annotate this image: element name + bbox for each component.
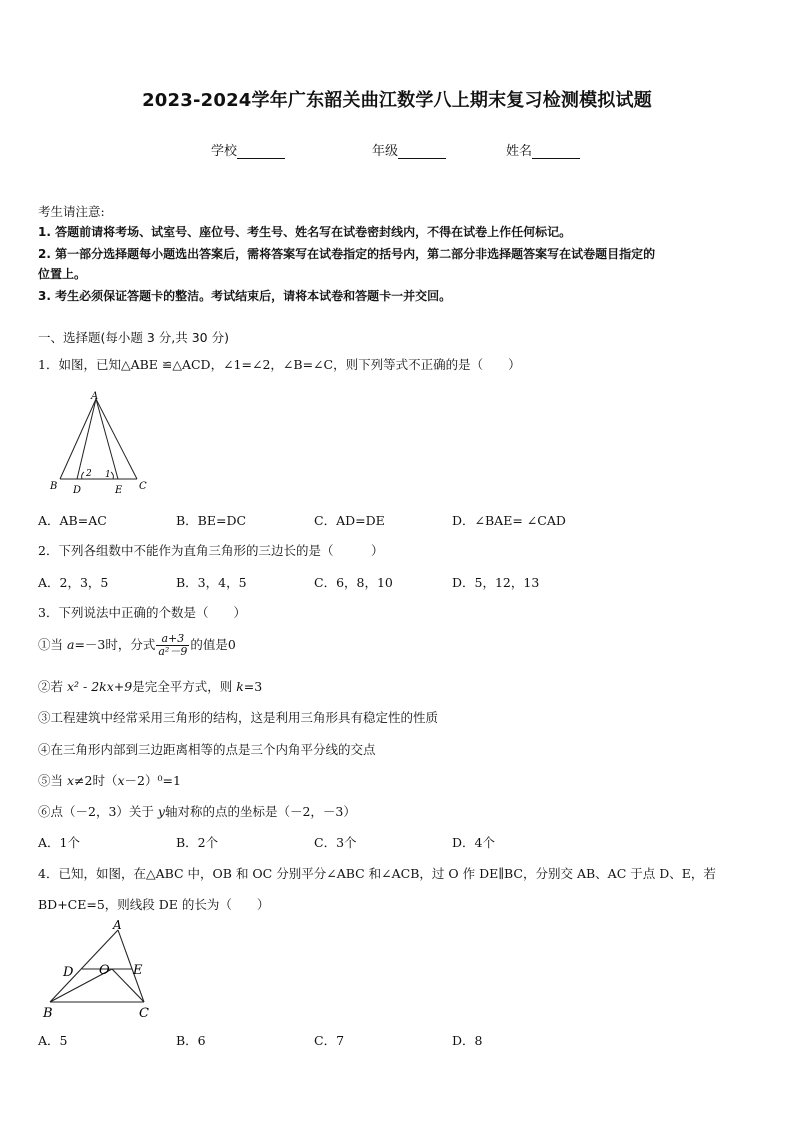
q4-label-d: D (63, 965, 74, 980)
q3-statement-3: ③工程建筑中经常采用三角形的结构，这是利用三角形具有稳定性的性质 (38, 710, 439, 725)
q2-option-c[interactable]: C．6，8，10 (314, 575, 393, 590)
q3-option-d[interactable]: D．4个 (452, 835, 495, 850)
q4-option-c[interactable]: C．7 (314, 1033, 345, 1048)
grade-blank (398, 145, 446, 159)
q3-statement-6: ⑥点（－2，3）关于 y轴对称的点的坐标是（－2，－3） (38, 804, 356, 819)
q4-option-b[interactable]: B．6 (176, 1033, 206, 1048)
page-title: 2023-2024学年广东韶关曲江数学八上期末复习检测模拟试题 (142, 90, 652, 111)
q3-statement-1: ①当 a=－3时，分式 $\frac{a+3}{\text{a²－9}}$ 的值是0 (38, 632, 236, 658)
q1-angle1-arc (111, 472, 113, 479)
q1-label-b: B (50, 481, 58, 492)
q4-label-e: E (133, 963, 143, 978)
q4-option-a[interactable]: A．5 (38, 1033, 68, 1048)
grade-field (372, 140, 446, 159)
q1-seg-ae (96, 399, 118, 479)
school-blank (237, 145, 285, 159)
q3-fraction: $\frac{a+3}{\text{a²－9}}$ (158, 632, 188, 658)
q3-option-c[interactable]: C．3个 (314, 835, 357, 850)
name-blank (532, 145, 580, 159)
q3-statement-4: ④在三角形内部到三边距离相等的点是三个内角平分线的交点 (38, 742, 376, 757)
q3-option-b[interactable]: B．2个 (176, 835, 219, 850)
q2-option-a[interactable]: A．2，3，5 (38, 575, 109, 590)
name-label: 姓名 (506, 144, 533, 159)
q3-option-a[interactable]: A．1个 (38, 835, 80, 850)
q1-label-1: 1 (105, 470, 111, 480)
q3-stem: 3．下列说法中正确的个数是（ ） (38, 605, 246, 620)
q1-option-d[interactable]: D．∠BAE= ∠CAD (452, 513, 566, 528)
q4-label-b: B (43, 1006, 53, 1021)
notice-item-2: 2. 第一部分选择题每小题选出答案后，需将答案写在试卷指定的括号内，第二部分非选择题答案写在试卷题目指定的 (38, 247, 656, 261)
q1-angle2-arc (82, 472, 84, 479)
q2-stem: 2．下列各组数中不能作为直角三角形的三边长的是（ ） (38, 543, 384, 558)
q2-option-d[interactable]: D．5，12，13 (452, 575, 540, 590)
q1-label-2: 2 (86, 469, 92, 479)
q1-label-c: C (139, 481, 147, 492)
notice-item-1: 1. 答题前请将考场、试室号、座位号、考生号、姓名写在试卷密封线内，不得在试卷上作任何标记。 (38, 225, 572, 239)
q1-label-d: D (73, 485, 82, 496)
q4-stem-line1: 4．已知，如图，在△ABC 中，OB 和 OC 分别平分∠ABC 和∠ACB，过 O 作 DE∥BC，分别交 AB、AC 于点 D、E，若 (38, 866, 716, 881)
school-label: 学校 (211, 144, 238, 159)
name-field (506, 140, 580, 159)
notice-heading: 考生请注意: (38, 204, 105, 219)
q4-label-o: O (99, 963, 110, 978)
section-heading: 一、选择题(每小题 3 分,共 30 分) (38, 330, 229, 345)
q4-option-d[interactable]: D．8 (452, 1033, 483, 1048)
q1-label-e: E (115, 485, 123, 496)
q1-option-c[interactable]: C．AD=DE (314, 513, 385, 528)
q1-seg-ac (96, 399, 137, 479)
q4-figure (36, 918, 154, 1022)
q1-option-b[interactable]: B．BE=DC (176, 513, 247, 528)
q2-option-b[interactable]: B．3，4，5 (176, 575, 247, 590)
q4-stem-line2: BD+CE=5，则线段 DE 的长为（ ） (38, 897, 270, 912)
school-field (211, 140, 285, 159)
notice-item-2-cont: 位置上。 (38, 267, 87, 281)
q1-seg-ad (77, 399, 96, 479)
q3-statement-5: ⑤当 x≠2时（x－2）⁰=1 (38, 773, 181, 788)
q1-figure (46, 388, 158, 496)
q1-label-a: A (91, 391, 99, 402)
q1-stem: 1．如图，已知△ABE ≌△ACD，∠1=∠2，∠B=∠C，则下列等式不正确的是（ ） (38, 357, 521, 372)
q4-label-c: C (139, 1006, 149, 1021)
grade-label: 年级 (372, 144, 399, 159)
q1-seg-ab (60, 399, 96, 479)
notice-item-3: 3. 考生必须保证答题卡的整洁。考试结束后，请将本试卷和答题卡一并交回。 (38, 289, 452, 303)
q3-statement-2: ②若 x² - 2kx+9是完全平方式，则 k=3 (38, 679, 263, 694)
q1-option-a[interactable]: A．AB=AC (38, 513, 107, 528)
q4-label-a: A (113, 918, 122, 932)
